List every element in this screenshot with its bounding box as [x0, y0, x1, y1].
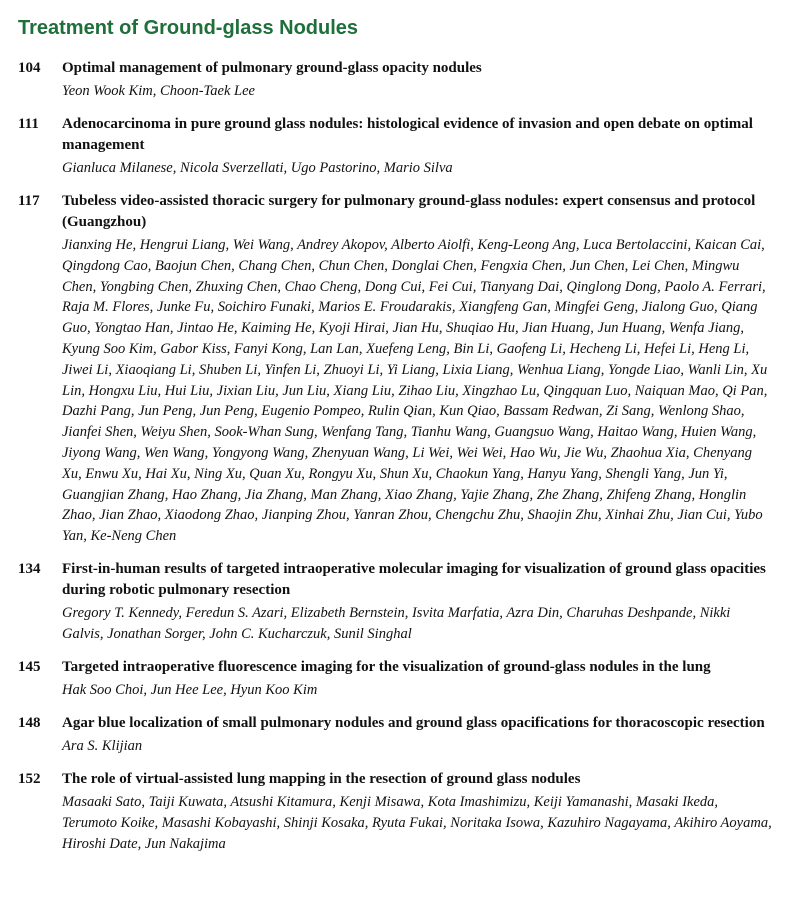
entry-page-number: 111	[18, 116, 39, 132]
toc-entry[interactable]	[0, 713, 800, 757]
entry-authors: Gianluca Milanese, Nicola Sverzellati, Ugo Pastorino, Mario Silva	[62, 160, 453, 176]
entry-authors: Jianxing He, Hengrui Liang, Wei Wang, Andrey Akopov, Alberto Aiolfi, Keng-Leong Ang, Luca Bertolaccini, Kaican Cai, Qingdong Cao, Baojun Chen, Chang Chen, Chun Chen, Donglai Chen, Fengxia Chen, Jun Chen, Lei Chen, Mingwu Chen, Yongbing Chen, Zhuxing Chen, Chao Cheng, Dong Cui, Fei Cui, Tianyang Dai, Qinglong Dong, Paolo A. Ferrari, Raja M. Flores, Junke Fu, Soichiro Funaki, Marios E. Froudarakis, Xiangfeng Gan, Mingfei Geng, Jialong Guo, Qiang Guo, Yongtao Han, Jintao He, Kaiming He, Kyoji Hirai, Jian Hu, Shuqiao Hu, Jian Huang, Jun Huang, Wenfa Jiang, Kyung Soo Kim, Gabor Kiss, Fanyi Kong, Lan Lan, Xuefeng Leng, Bin Li, Gaofeng Li, Hecheng Li, Hefei Li, Heng Li, Jiwei Li, Xiaoqiang Li, Shuben Li, Yinfen Li, Zhuoyi Li, Yi Liang, Lixia Liang, Wenhua Liang, Yongde Liao, Wanli Lin, Xu Lin, Hongxu Liu, Hui Liu, Jixian Liu, Jun Liu, Xiang Liu, Zihao Liu, Xingzhao Lu, Qingquan Luo, Naiquan Mao, Qi Pan, Dazhi Pang, Jun Peng, Jun Peng, Eugenio Pompeo, Rulin Qian, Kun Qiao, Bassam Redwan, Zi Sang, Wenlong Shao, Jianfei Shen, Weiyu Shen, Sook-Whan Sung, Wenfang Tang, Tianhu Wang, Guangsuo Wang, Haitao Wang, Huien Wang, Jiyong Wang, Wen Wang, Yongyong Wang, Zhenyuan Wang, Li Wei, Wei Wei, Hao Wu, Jie Wu, Zhaohua Xia, Chenyang Xu, Enwu Xu, Hai Xu, Ning Xu, Quan Xu, Rongyu Xu, Shun Xu, Chaokun Yang, Hanyu Yang, Shengli Yang, Jun Yi, Guangjian Zhang, Hao Zhang, Jia Zhang, Man Zhang, Xiao Zhang, Yajie Zhang, Zhe Zhang, Zhifeng Zhang, Honglin Zhao, Jian Zhao, Xiaodong Zhao, Jianping Zhou, Yanran Zhou, Chengchu Zhu, Shaojin Zhu, Xinhai Zhu, Jian Cui, Yubo Yan, Ke-Neng Chen	[62, 237, 768, 545]
entry-page-number: 134	[18, 560, 41, 577]
toc-entry[interactable]	[0, 191, 800, 547]
entry-title[interactable]: Agar blue localization of small pulmonary nodules and ground glass opacifications for thoracoscopic resection	[62, 714, 765, 731]
entry-page-number: 117	[18, 193, 40, 209]
entry-authors: Gregory T. Kennedy, Feredun S. Azari, Elizabeth Bernstein, Isvita Marfatia, Azra Din, Charuhas Deshpande, Nikki Galvis, Jonathan Sorger, John C. Kucharczuk, Sunil Singhal	[62, 604, 731, 642]
entry-authors: Hak Soo Choi, Jun Hee Lee, Hyun Koo Kim	[62, 681, 318, 698]
entry-title[interactable]: Adenocarcinoma in pure ground glass nodules: histological evidence of invasion and open debate on optimal management	[62, 116, 753, 153]
toc-entry[interactable]	[0, 769, 800, 855]
toc-entry[interactable]	[0, 657, 800, 701]
entry-authors: Ara S. Klijian	[62, 737, 143, 754]
section-title: Treatment of Ground-glass Nodules	[18, 17, 359, 39]
entry-title[interactable]: Optimal management of pulmonary ground-glass opacity nodules	[62, 60, 482, 76]
entry-title[interactable]: The role of virtual-assisted lung mapping in the resection of ground glass nodules	[62, 770, 581, 787]
toc-entry[interactable]	[0, 58, 800, 102]
toc-entries	[0, 58, 800, 867]
toc-entry[interactable]	[0, 559, 800, 645]
entry-title[interactable]: Targeted intraoperative fluorescence imaging for the visualization of ground-glass nodules in the lung	[62, 658, 711, 675]
entry-authors: Yeon Wook Kim, Choon-Taek Lee	[62, 83, 255, 99]
toc-entry[interactable]	[0, 114, 800, 179]
entry-page-number: 148	[18, 714, 41, 731]
entry-title[interactable]: Tubeless video-assisted thoracic surgery for pulmonary ground-glass nodules: expert consensus and protocol (Guangzhou)	[62, 193, 756, 230]
entry-page-number: 152	[18, 770, 41, 787]
entry-page-number: 104	[18, 60, 41, 76]
entry-page-number: 145	[18, 658, 41, 675]
entry-title[interactable]: First-in-human results of targeted intraoperative molecular imaging for visualization of ground glass opacities during robotic pulmonary resection	[62, 560, 766, 598]
entry-authors: Masaaki Sato, Taiji Kuwata, Atsushi Kitamura, Kenji Misawa, Kota Imashimizu, Keiji Yamanashi, Masaki Ikeda, Terumoto Koike, Masashi Kobayashi, Shinji Kosaka, Ryuta Fukai, Noritaka Isowa, Kazuhiro Nagayama, Akihiro Aoyama, Hiroshi Date, Jun Nakajima	[62, 793, 772, 852]
